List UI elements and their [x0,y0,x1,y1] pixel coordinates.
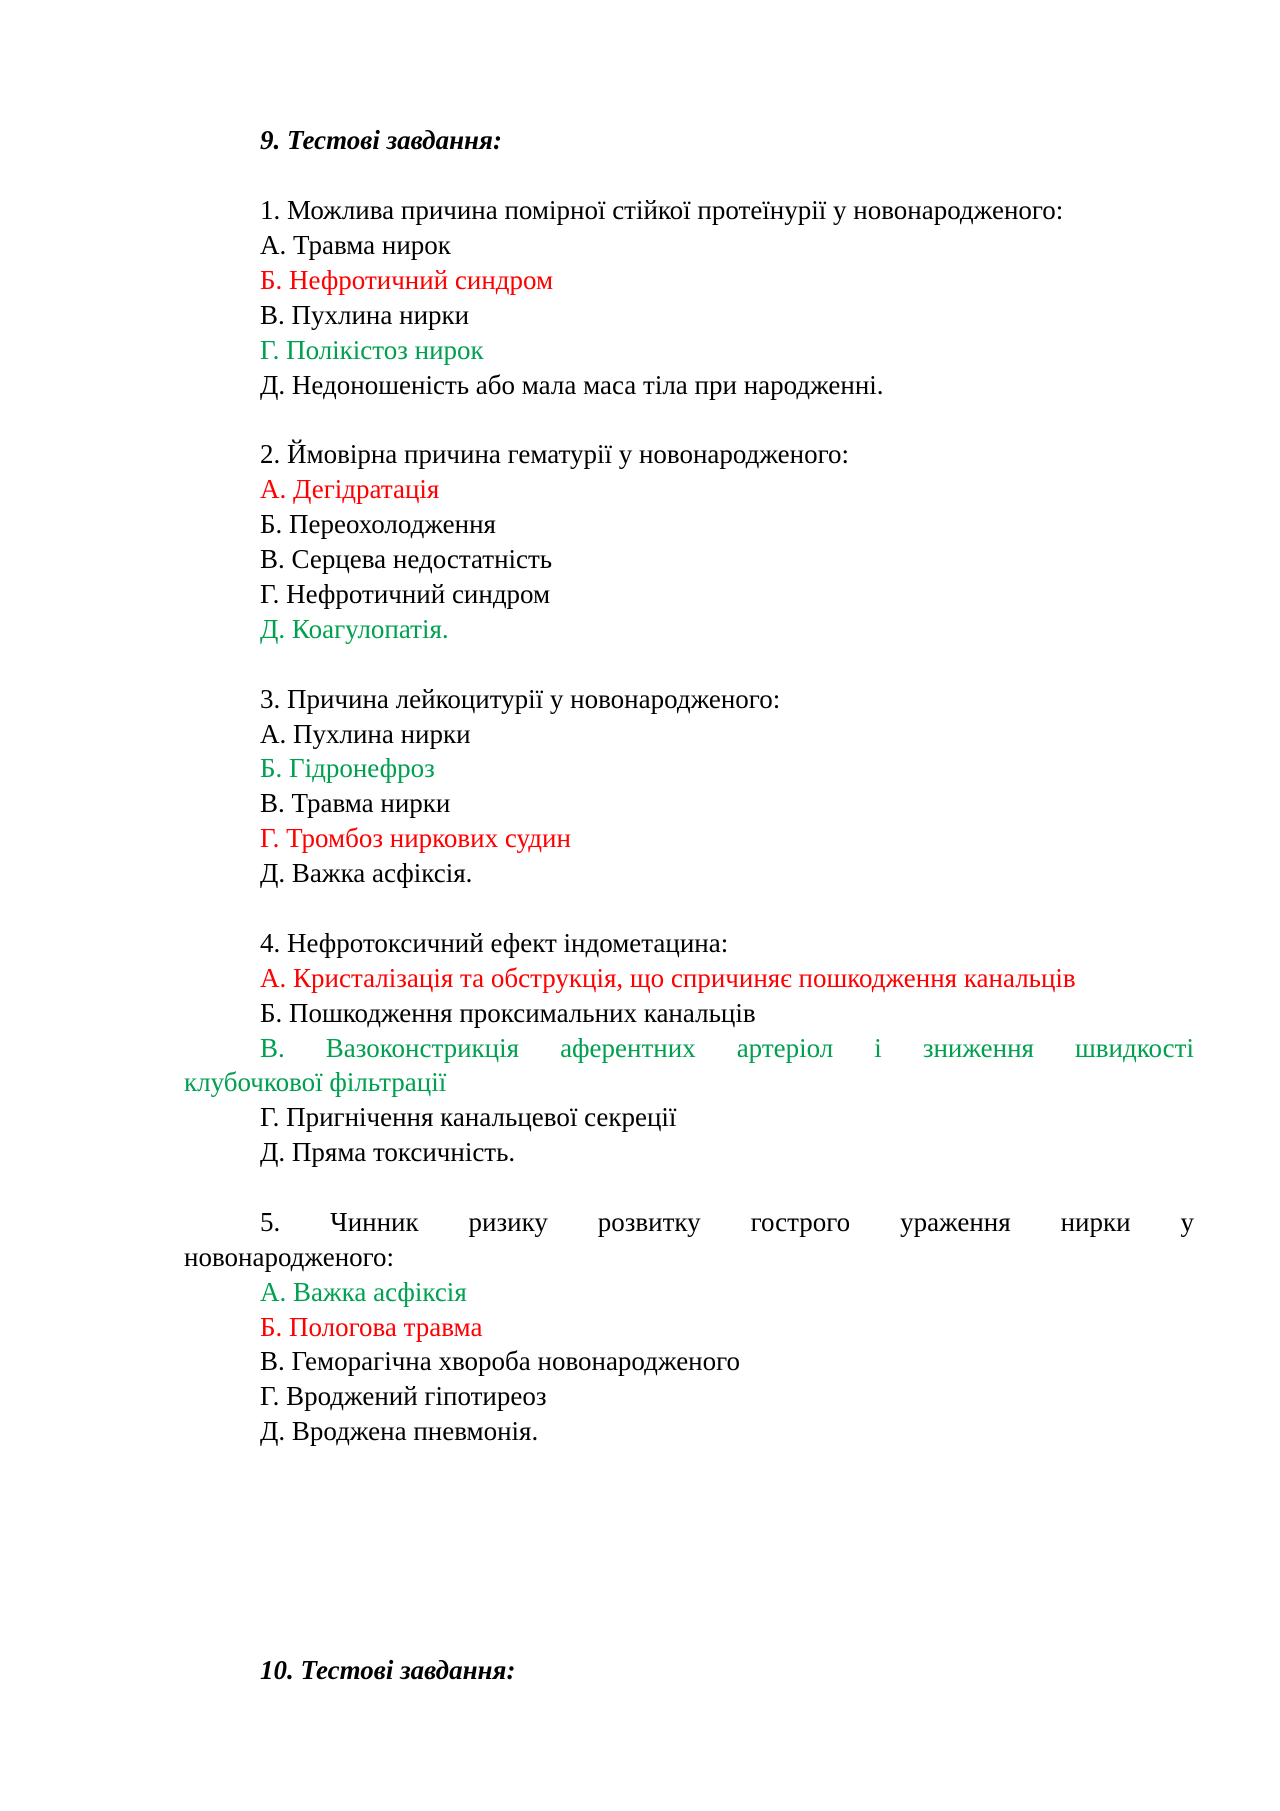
q4-option-c [260,1031,1194,1065]
question-2: 2. Ймовірна причина гематурії у новонародженого: [260,439,850,469]
q2-option-c: В. Серцева недостатність [260,544,553,574]
q5-option-a: А. Важка асфіксія [260,1277,467,1307]
question-4: 4. Нефротоксичний ефект індометацина: [260,928,729,958]
q5-word: ризику [468,1207,548,1237]
section-heading-10: 10. Тестові завдання: [260,1655,516,1685]
q5-word: 5. [260,1207,281,1237]
q1-option-e: Д. Недоношеність або мала маса тіла при народженні. [260,370,884,400]
q1-option-c: В. Пухлина нирки [260,300,470,330]
q5-word: Чинник [330,1207,419,1237]
q5-word: нирки [1060,1207,1131,1237]
q5-word: гострого [750,1207,851,1237]
q3-option-d: Г. Тромбоз ниркових судин [260,823,571,853]
q4-option-c-word: аферентних [560,1033,696,1063]
question-5 [260,1205,1194,1239]
q5-word: у [1180,1207,1194,1237]
q4-option-c-word: артеріол [736,1033,834,1063]
q4-option-e: Д. Пряма токсичність. [260,1137,516,1167]
question-5-continuation: новонародженого: [184,1242,395,1272]
q2-option-a: А. Дегідратація [260,474,440,504]
q4-option-c-word: швидкості [1075,1033,1194,1063]
q4-option-d: Г. Пригнічення канальцевої секреції [260,1102,677,1132]
question-3: 3. Причина лейкоцитурії у новонародженого: [260,684,781,714]
question-1: 1. Можлива причина помірної стійкої протеїнурії у новонародженого: [260,195,1064,225]
q4-option-c-word: і [874,1033,882,1063]
q3-option-c: В. Травма нирки [260,788,451,818]
q4-option-c-word: В. [260,1033,285,1063]
q3-option-a: А. Пухлина нирки [260,719,471,749]
q3-option-e: Д. Важка асфіксія. [260,858,473,888]
q3-option-b: Б. Гідронефроз [260,753,435,783]
q5-option-d: Г. Вроджений гіпотиреоз [260,1381,547,1411]
q5-word: розвитку [597,1207,701,1237]
q1-option-b: Б. Нефротичний синдром [260,265,554,295]
q4-option-c-word: Вазоконстрикція [325,1033,520,1063]
q2-option-e: Д. Коагулопатія. [260,614,449,644]
q4-option-b: Б. Пошкодження проксимальних канальців [260,998,756,1028]
section-heading-9: 9. Тестові завдання: [260,125,502,155]
q2-option-b: Б. Переохолодження [260,509,496,539]
q5-word: ураження [900,1207,1011,1237]
q4-option-a: А. Кристалізація та обструкція, що спричиняє пошкодження канальців [260,963,1076,993]
q1-option-a: А. Травма нирок [260,230,451,260]
q4-option-c-word: зниження [922,1033,1034,1063]
q5-option-e: Д. Вроджена пневмонія. [260,1416,539,1446]
q4-option-c-continuation: клубочкової фільтрації [184,1067,447,1097]
q5-option-b: Б. Пологова травма [260,1312,483,1342]
q5-option-c: В. Геморагічна хвороба новонародженого [260,1346,741,1376]
q2-option-d: Г. Нефротичний синдром [260,579,551,609]
q1-option-d: Г. Полікістоз нирок [260,335,484,365]
